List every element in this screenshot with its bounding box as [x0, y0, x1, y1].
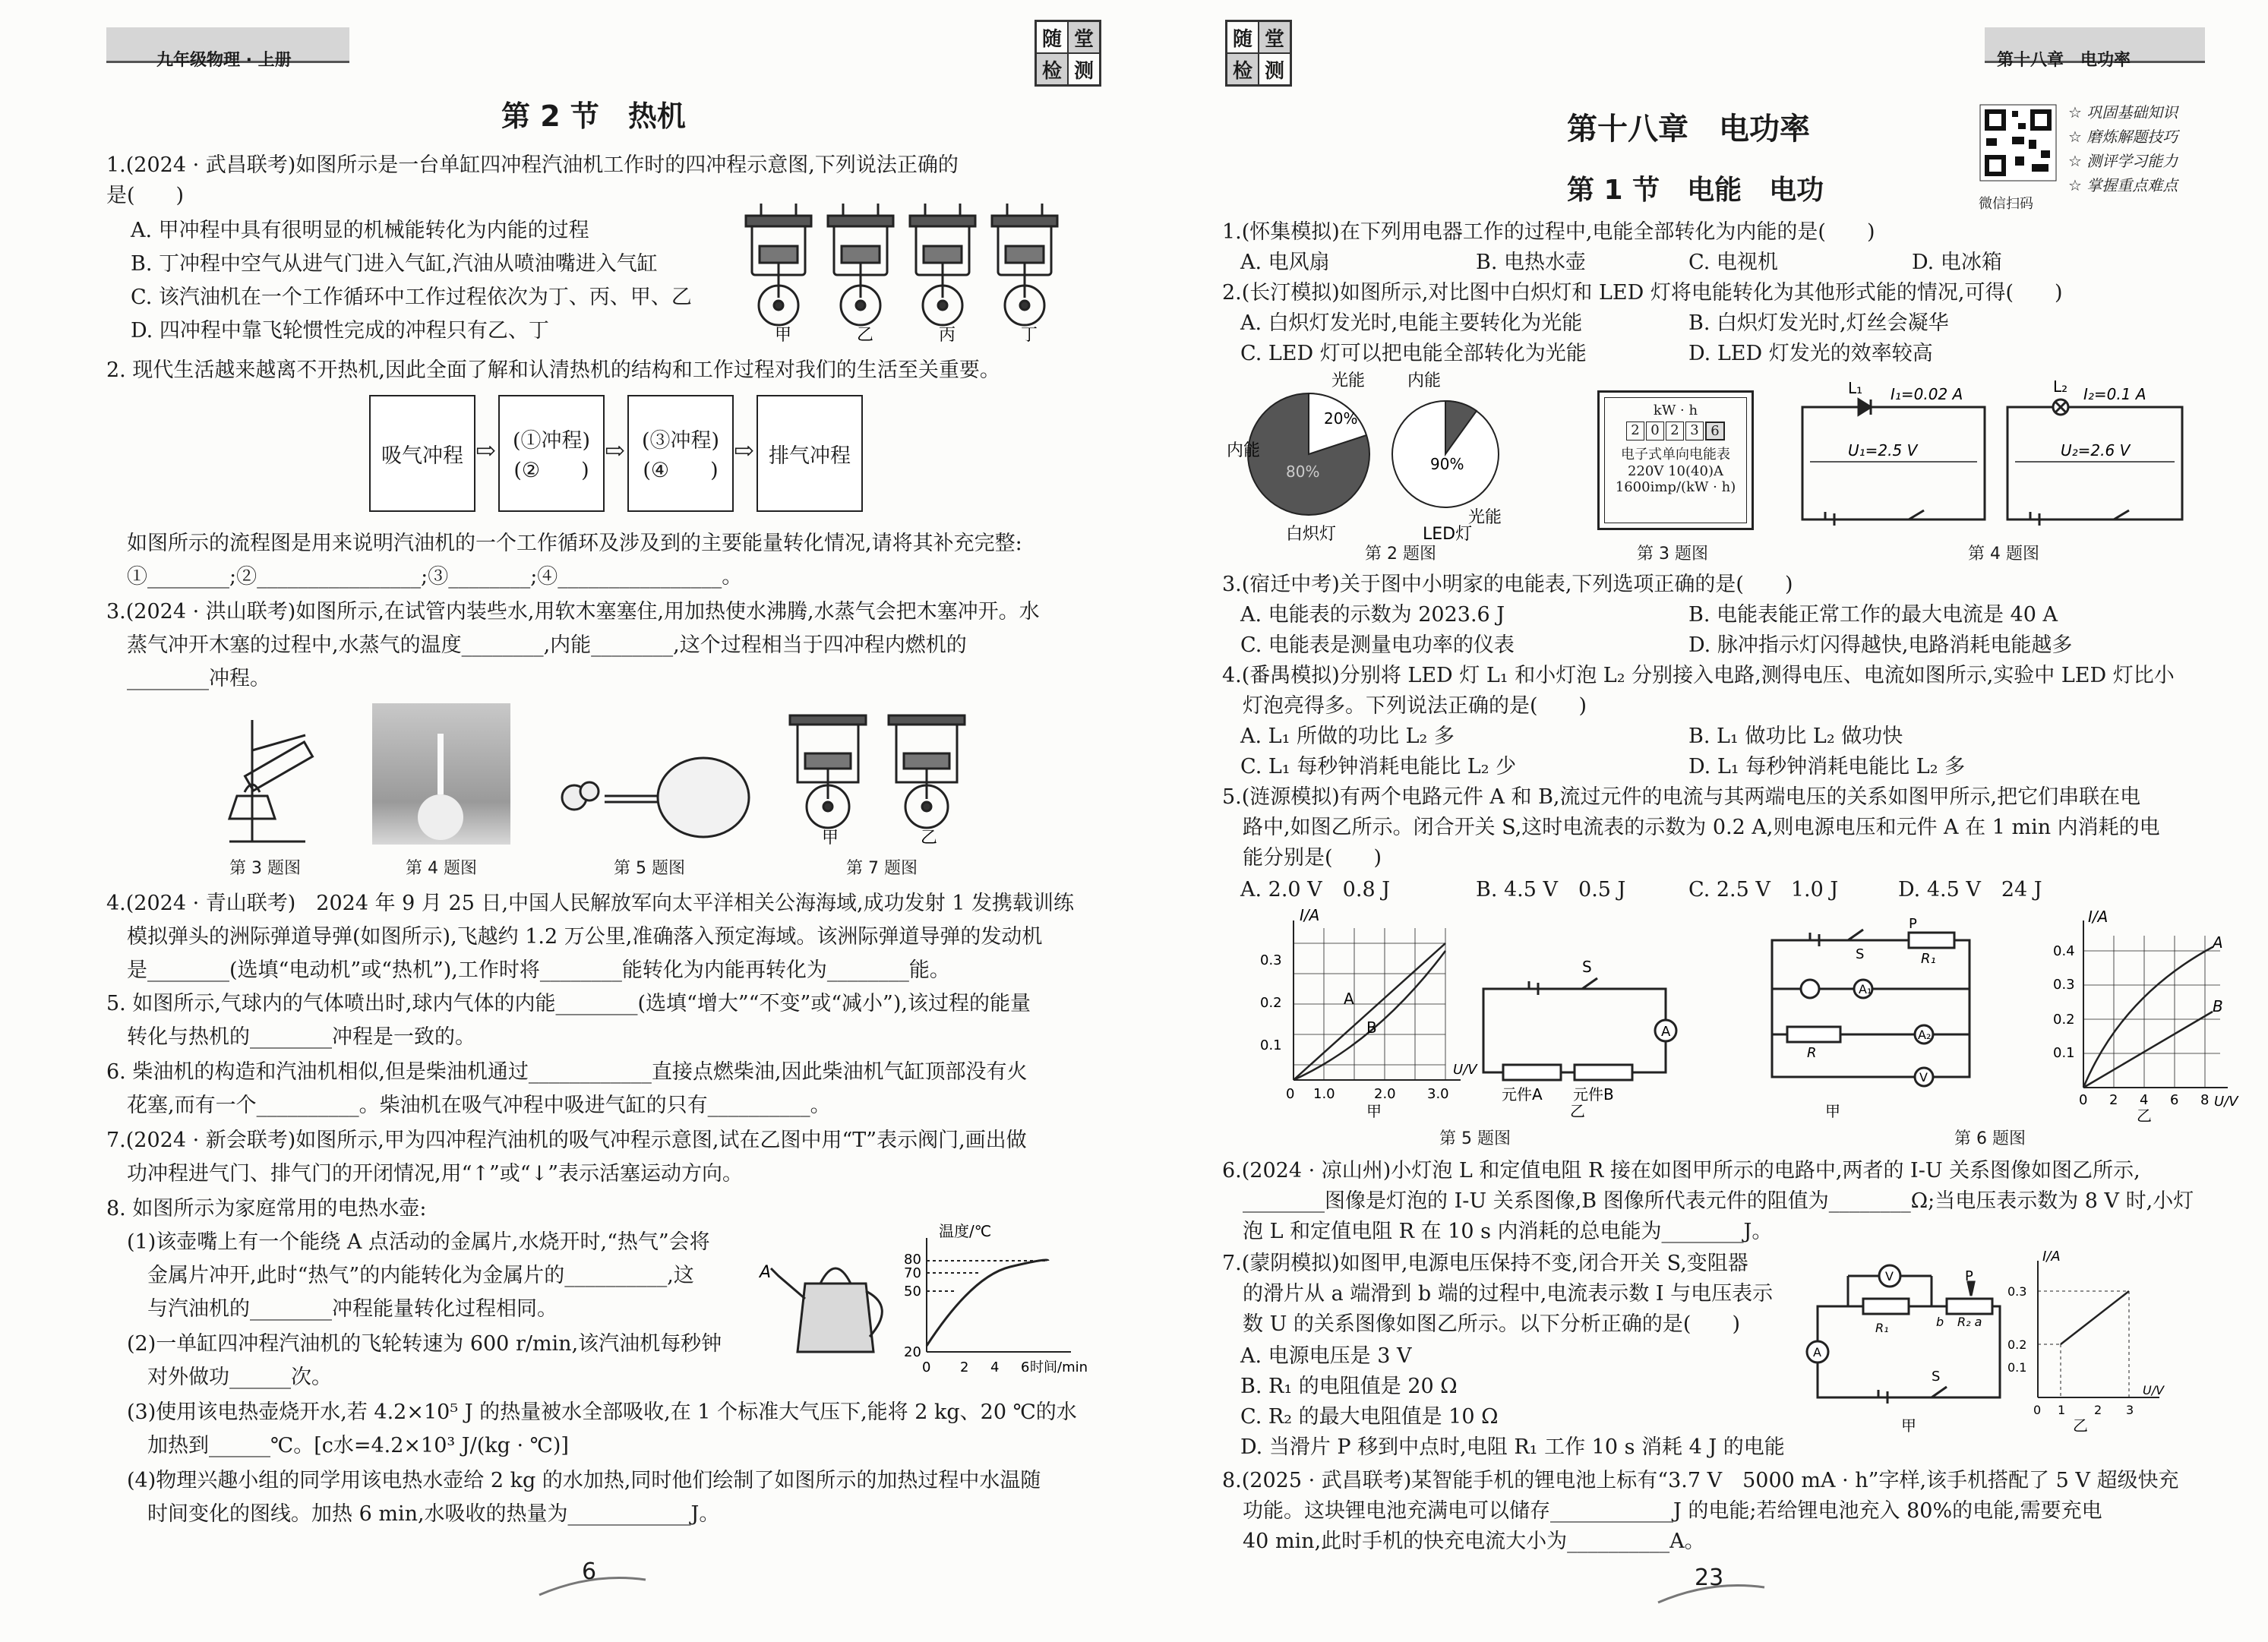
fig6-ylabel: I/A: [2088, 908, 2108, 926]
engine-label-jia: 甲: [775, 326, 792, 345]
r-q8-line1: 8.(2025 · 武昌联考)某智能手机的锂电池上标有“3.7 V 5000 mA · h”字样,该手机搭配了 5 V 超级快充: [1222, 1469, 2179, 1492]
q1-option-c: C. 该汽油机在一个工作循环中工作过程依次为丁、丙、甲、乙: [131, 286, 692, 309]
q8-p2a: (2)一单缸四冲程汽油机的飞轮转速为 600 r/min,该汽油机每秒钟: [106, 1332, 722, 1356]
r-q8-line3: 40 min,此时手机的快充电流大小为__________A。: [1222, 1530, 1705, 1553]
fig5-curve-b: B: [1366, 1018, 1377, 1037]
flow-box-label: 吸气冲程: [381, 444, 463, 468]
fig5-yi: 乙: [1570, 1102, 1585, 1120]
stamp-char: 堂: [1068, 21, 1100, 53]
pie1-pct20: 20%: [1324, 409, 1358, 428]
q1-line2: 是( ): [106, 184, 185, 207]
temp-ytick: 20: [904, 1344, 921, 1360]
fig6-curve-b: B: [2213, 997, 2223, 1015]
r-q4-option-c: C. L₁ 每秒钟消耗电能比 L₂ 少: [1240, 755, 1517, 778]
fig5-jia: 甲: [1366, 1102, 1382, 1120]
q7-line2: 功冲程进气门、排气门的开闭情况,用“↑”或“↓”表示活塞运动方向。: [106, 1162, 744, 1186]
r-q2-option-d: D. LED 灯发光的效率较高: [1688, 342, 1933, 365]
fig5-ytick: 0.3: [1260, 952, 1282, 968]
benefit-item: ☆ 巩固基础知识: [2068, 103, 2178, 122]
temp-graph-xlabel: 时间/min: [1030, 1359, 1088, 1375]
fig6-r1: R₁: [1921, 951, 1936, 967]
fig5-ytick: 0.1: [1260, 1037, 1282, 1053]
kettle-point-a: A: [760, 1263, 772, 1282]
fig6-jia: 甲: [1825, 1102, 1840, 1120]
meter-digit: 2: [1626, 422, 1644, 440]
meter-digit: 0: [1646, 422, 1664, 440]
circuit-U2: U₂=2.6 V: [2061, 441, 2131, 459]
meter-digit: 2: [1666, 422, 1684, 440]
book-title: 九年级物理 · 上册: [156, 51, 292, 70]
pie1-caption: 白炽灯: [1286, 525, 1337, 544]
q1-option-d: D. 四冲程中靠飞轮惯性完成的冲程只有乙、丁: [131, 319, 549, 343]
fig6-curve-a: A: [2213, 933, 2223, 952]
q4-line3: 是________(选填“电动机”或“热机”),工作时将________能转化为内能再转化为________能。: [106, 958, 950, 982]
q7-figure: [1802, 1246, 2182, 1435]
fig2-pie-charts: [1225, 371, 1514, 553]
stamp-char: 随: [1227, 21, 1259, 53]
fig5-curve-a: A: [1344, 990, 1354, 1008]
r-q4-option-a: A. L₁ 所做的功比 L₂ 多: [1240, 725, 1455, 748]
fig6-ytick: 0.4: [2053, 943, 2075, 959]
q7-xtick: 1: [2058, 1403, 2066, 1417]
r-q7-option-c: C. R₂ 的最大电阻值是 10 Ω: [1240, 1405, 1499, 1429]
engine-label-ding: 丁: [1021, 326, 1038, 345]
fig5-xtick: 3.0: [1427, 1086, 1449, 1102]
r-q7-option-a: A. 电源电压是 3 V: [1240, 1344, 1412, 1368]
meter-digits: [1605, 422, 1746, 440]
fig5-switch-s: S: [1582, 958, 1592, 976]
r-q3-option-b: B. 电能表能正常工作的最大电流是 40 A: [1688, 603, 2058, 627]
r-q4-line1: 4.(番禺模拟)分别将 LED 灯 L₁ 和小灯泡 L₂ 分别接入电路,测得电压、电流如图所示,实验中 LED 灯比小: [1222, 664, 2175, 687]
r-q4-line2: 灯泡亮得多。下列说法正确的是( ): [1222, 694, 1587, 718]
r-q2-option-a: A. 白炽灯发光时,电能主要转化为光能: [1240, 311, 1583, 335]
q7-engine-figure: [782, 700, 980, 848]
benefit-item: ☆ 测评学习能力: [2068, 152, 2178, 170]
electric-meter: [1597, 390, 1754, 530]
q1-option-a: A. 甲冲程中具有很明显的机械能转化为内能的过程: [131, 219, 589, 242]
left-stamp: [1034, 20, 1101, 87]
q6-line1: 6. 柴油机的构造和汽油机相似,但是柴油机通过____________直接点燃柴油,因此柴油机气缸顶部没有火: [106, 1060, 1028, 1084]
r-q2-line1: 2.(长汀模拟)如图所示,对比图中白炽灯和 LED 灯将电能转化为其他形式能的情况,可得( ): [1222, 281, 2063, 305]
test-tube-figure: [199, 705, 328, 849]
right-stamp: [1225, 20, 1292, 87]
r-q5-option-a: A. 2.0 V 0.8 J: [1240, 878, 1391, 902]
flow-box-label: (② ): [513, 459, 589, 482]
fig5-element-a: 元件A: [1502, 1085, 1543, 1104]
fig7-label-jia: 甲: [822, 829, 839, 848]
q8-p1a: (1)该壶嘴上有一个能绕 A 点活动的金属片,水烧开时,“热气”会将: [106, 1230, 710, 1254]
q7-jia: 甲: [1901, 1416, 1916, 1435]
fig5-ytick: 0.2: [1260, 995, 1282, 1011]
fig6-ammeter-a1: A₁: [1859, 982, 1872, 996]
r-q1-option-d: D. 电冰箱: [1912, 251, 2002, 274]
q6-line2: 花塞,而有一个__________。柴油机在吸气冲程中吸进气缸的只有__________。: [106, 1094, 831, 1117]
section-title-right: 第 1 节 电能 电功: [1567, 175, 1824, 206]
q1-option-b: B. 丁冲程中空气从进气门进入气缸,汽油从喷油嘴进入气缸: [131, 252, 658, 276]
temperature-graph: [896, 1223, 1086, 1375]
flow-box-intake: [369, 395, 475, 512]
benefit-item: ☆ 掌握重点难点: [2068, 176, 2178, 194]
fig6-switch-s: S: [1856, 946, 1865, 962]
r-q1-option-b: B. 电热水壶: [1476, 251, 1587, 274]
q5-line2: 转化与热机的________冲程是一致的。: [106, 1025, 475, 1049]
fig6-resistor-r: R: [1807, 1045, 1817, 1061]
temp-xtick: 2: [960, 1359, 969, 1375]
fig6-xlabel: U/V: [2214, 1094, 2238, 1110]
meter-line: 220V 10(40)A: [1628, 463, 1723, 479]
qr-code: [1979, 103, 2058, 187]
r-q7-line1: 7.(蒙阴模拟)如图甲,电源电压保持不变,闭合开关 S,变阻器: [1222, 1252, 1748, 1275]
q5-line1: 5. 如图所示,气球内的气体喷出时,球内气体的内能________(选填“增大”“不变”或“减小”),该过程的能量: [106, 992, 1031, 1015]
q8-p4b: 时间变化的图线。加热 6 min,水吸收的热量为____________J。: [106, 1502, 720, 1526]
flow-box-stroke1: [498, 395, 605, 512]
circuit-I2: I₂=0.1 A: [2083, 385, 2146, 403]
stamp-char: 检: [1036, 53, 1068, 85]
q2-line1: 2. 现代生活越来越离不开热机,因此全面了解和认清热机的结构和工作过程对我们的生活至关重要。: [106, 358, 1000, 382]
fig6-xtick: 0: [2079, 1092, 2088, 1108]
r-q2-option-b: B. 白炽灯发光时,灯丝会凝华: [1688, 311, 1949, 335]
fig4-circuits: [1795, 377, 2190, 529]
flow-arrow: ⇨: [605, 436, 625, 465]
fig5-xtick: 0: [1286, 1086, 1295, 1102]
r-fig5-caption: 第 5 题图: [1439, 1129, 1511, 1148]
pie2-heat-label: 内能: [1407, 371, 1442, 390]
temp-xtick: 4: [990, 1359, 1000, 1375]
fig6-xtick: 2: [2109, 1092, 2118, 1108]
q7-ytick: 0.2: [2007, 1337, 2027, 1352]
stamp-char: 测: [1259, 53, 1290, 85]
r-fig2-caption: 第 2 题图: [1365, 545, 1436, 564]
fig6-voltmeter: V: [1919, 1070, 1928, 1085]
fig5-element-b: 元件B: [1573, 1085, 1614, 1104]
q3-line3: ________冲程。: [106, 667, 270, 690]
temp-xtick: 0: [922, 1359, 931, 1375]
r-q3-option-d: D. 脉冲指示灯闪得越快,电路消耗电能越多: [1688, 633, 2073, 657]
q7-ytick: 0.3: [2007, 1284, 2027, 1299]
fig5-ammeter: A: [1661, 1024, 1671, 1040]
r-fig4-caption: 第 4 题图: [1968, 545, 2039, 564]
fig4-caption: 第 4 题图: [406, 859, 477, 878]
fig6-ytick: 0.1: [2053, 1045, 2075, 1061]
fig5-caption: 第 5 题图: [614, 859, 685, 878]
q2-line2: 如图所示的流程图是用来说明汽油机的一个工作循环及涉及到的主要能量转化情况,请将其补充完整:: [106, 532, 1022, 555]
r-fig6-caption: 第 6 题图: [1954, 1129, 2026, 1148]
temp-ytick: 80: [904, 1252, 921, 1268]
fig6-ytick: 0.3: [2053, 977, 2075, 993]
circuit-L2: L₂: [2053, 377, 2068, 396]
r-q4-option-d: D. L₁ 每秒钟消耗电能比 L₂ 多: [1688, 755, 1966, 778]
q4-line1: 4.(2024 · 青山联考) 2024 年 9 月 25 日,中国人民解放军向太平洋相关公海海域,成功发射 1 发携载训练: [106, 892, 1074, 915]
r-q6-line1: 6.(2024 · 凉山州)小灯泡 L 和定值电阻 R 接在如图甲所示的电路中,两者的 I-U 关系图像如图乙所示,: [1222, 1159, 2140, 1183]
chapter-tag: 第十八章 电功率: [1997, 51, 2131, 70]
q7-r1: R₁: [1875, 1321, 1889, 1335]
page-number-left: 6: [582, 1558, 597, 1585]
flow-box-label: (④ ): [643, 459, 719, 482]
kettle-figure: [760, 1230, 911, 1359]
fig5-ylabel: I/A: [1300, 906, 1320, 924]
circuit-I1: I₁=0.02 A: [1891, 385, 1963, 403]
meter-line: 电子式单向电能表: [1621, 447, 1730, 463]
fig3-caption: 第 3 题图: [229, 859, 301, 878]
temp-xtick: 6: [1021, 1359, 1030, 1375]
r-q7-line2: 的滑片从 a 端滑到 b 端的过程中,电流表示数 I 与电压表示: [1222, 1282, 1774, 1306]
flow-box-label: 排气冲程: [769, 444, 851, 468]
r-q6-line3: 泡 L 和定值电阻 R 在 10 s 内消耗的总电能为________J。: [1222, 1220, 1773, 1243]
r-q7-option-b: B. R₁ 的电阻值是 20 Ω: [1240, 1375, 1458, 1398]
qr-caption: 微信扫码: [1979, 196, 2033, 212]
q7-xtick: 3: [2126, 1403, 2134, 1417]
flow-box-label: (①冲程): [512, 429, 591, 453]
r-q3-option-c: C. 电能表是测量电功率的仪表: [1240, 633, 1515, 657]
q7-end-b: b: [1936, 1315, 1944, 1329]
q8-p3a: (3)使用该电热壶烧开水,若 4.2×10⁵ J 的热量被水全部吸收,在 1 个标准大气压下,能将 2 kg、20 ℃的水: [106, 1400, 1077, 1424]
stamp-char: 堂: [1259, 21, 1290, 53]
balloon-figure: [551, 752, 757, 843]
fig6-ytick: 0.2: [2053, 1012, 2075, 1028]
temp-ytick: 50: [904, 1284, 921, 1299]
r-q2-option-c: C. LED 灯可以把电能全部转化为光能: [1240, 342, 1587, 365]
q7-xtick: 0: [2033, 1403, 2042, 1417]
r-q1-line1: 1.(怀集模拟)在下列用电器工作的过程中,电能全部转化为内能的是( ): [1222, 220, 1875, 244]
page-number-swoosh: [1650, 1572, 1772, 1610]
fig7-caption: 第 7 题图: [846, 859, 918, 878]
missile-photo: [372, 703, 510, 845]
flow-arrow: ⇨: [734, 436, 754, 465]
r-q5-line2: 路中,如图乙所示。闭合开关 S,这时电流表的示数为 0.2 A,则电源电压和元件 A 在 1 min 内消耗的电: [1222, 816, 2160, 839]
q7-graph-xlabel: U/V: [2143, 1383, 2165, 1397]
q8-p4a: (4)物理兴趣小组的同学用该电热水壶给 2 kg 的水加热,同时他们绘制了如图所示的加热过程中水温随: [106, 1469, 1041, 1492]
q7-line1: 7.(2024 · 新会联考)如图所示,甲为四冲程汽油机的吸气冲程示意图,试在乙图中用“T”表示阀门,画出做: [106, 1129, 1027, 1152]
r-q1-option-c: C. 电视机: [1688, 251, 1778, 274]
chapter-title: 第十八章 电功率: [1567, 112, 1810, 147]
temp-ytick: 70: [904, 1265, 921, 1281]
q7-ytick: 0.1: [2007, 1360, 2027, 1375]
meter-unit: kW · h: [1653, 403, 1698, 418]
q1-line1: 1.(2024 · 武昌联考)如图所示是一台单缸四冲程汽油机工作时的四冲程示意图,下列说法正确的: [106, 153, 959, 177]
r-q5-option-c: C. 2.5 V 1.0 J: [1688, 878, 1839, 902]
r-q5-line3: 能分别是( ): [1222, 846, 1382, 870]
q8-line1: 8. 如图所示为家庭常用的电热水壶:: [106, 1197, 427, 1220]
fig6-yi: 乙: [2137, 1107, 2152, 1125]
engine-strokes-figure: [744, 199, 1079, 343]
fig5-xtick: 1.0: [1313, 1086, 1335, 1102]
engine-label-yi: 乙: [857, 326, 874, 345]
stamp-char: 测: [1068, 53, 1100, 85]
page-number-swoosh: [532, 1565, 653, 1603]
meter-digit: 3: [1685, 422, 1704, 440]
fig6-slider-p: P: [1909, 916, 1917, 932]
q7-ammeter: A: [1813, 1345, 1821, 1359]
q7-switch-s: S: [1932, 1369, 1941, 1385]
qr-benefit-list: [2068, 100, 2178, 197]
circuit-L1: L₁: [1848, 379, 1863, 397]
r-q5-option-b: B. 4.5 V 0.5 J: [1476, 878, 1626, 902]
q7-yi: 乙: [2073, 1416, 2088, 1435]
r-q3-line1: 3.(宿迁中考)关于图中小明家的电能表,下列选项正确的是( ): [1222, 573, 1793, 596]
r-q4-option-b: B. L₁ 做功比 L₂ 做功快: [1688, 725, 1903, 748]
engine-label-bing: 丙: [939, 326, 956, 345]
r-q6-line2: ________图像是灯泡的 I-U 关系图像,B 图像所代表元件的阻值为________Ω;当电压表示数为 8 V 时,小灯: [1222, 1189, 2194, 1213]
fig6-xtick: 8: [2200, 1092, 2210, 1108]
fig6-xtick: 6: [2170, 1092, 2179, 1108]
fig5-xtick: 2.0: [1374, 1086, 1396, 1102]
temp-graph-ylabel: 温度/℃: [939, 1222, 992, 1240]
q7-voltmeter: V: [1885, 1269, 1894, 1284]
fig5-fig6-row: [1225, 905, 2238, 1126]
pie1-heat-label: 内能: [1227, 441, 1261, 460]
r-fig3-caption: 第 3 题图: [1637, 545, 1708, 564]
fig5-xlabel: U/V: [1453, 1062, 1477, 1078]
stamp-char: 检: [1227, 53, 1259, 85]
q4-line2: 模拟弹头的洲际弹道导弹(如图所示),飞越约 1.2 万公里,准确落入预定海域。该洲际弹道导弹的发动机: [106, 925, 1043, 949]
flow-arrow: ⇨: [475, 436, 496, 465]
pie2-pct90: 90%: [1430, 455, 1464, 473]
q7-r2-a: R₂ a: [1957, 1315, 1982, 1329]
page-number-right: 23: [1695, 1565, 1724, 1591]
pie2-light-label: 光能: [1468, 508, 1502, 527]
q3-line1: 3.(2024 · 洪山联考)如图所示,在试管内装些水,用软木塞塞住,用加热使水沸腾,水蒸气会把木塞冲开。水: [106, 600, 1040, 624]
flow-box-label: (③冲程): [641, 429, 720, 453]
benefit-item: ☆ 磨炼解题技巧: [2068, 128, 2178, 146]
r-q1-option-a: A. 电风扇: [1240, 251, 1330, 274]
r-q3-option-a: A. 电能表的示数为 2023.6 J: [1240, 603, 1505, 627]
flow-box-exhaust: [757, 395, 863, 512]
q7-slider-p: P: [1965, 1268, 1973, 1284]
pie1-pct80: 80%: [1286, 463, 1320, 481]
r-q7-line3: 数 U 的关系图像如图乙所示。以下分析正确的是( ): [1222, 1312, 1740, 1336]
r-q5-line1: 5.(涟源模拟)有两个电路元件 A 和 B,流过元件的电流与其两端电压的关系如图甲所示,把它们串联在电: [1222, 785, 2141, 809]
right-page: [1134, 0, 2268, 1642]
fig7-label-yi: 乙: [921, 829, 938, 848]
fig6-xtick: 4: [2140, 1092, 2149, 1108]
flow-box-stroke3: [627, 395, 734, 512]
q7-xtick: 2: [2094, 1403, 2102, 1417]
q2-line3: ①________;②________________;③________;④________________。: [106, 565, 743, 589]
circuit-U1: U₁=2.5 V: [1848, 441, 1918, 459]
r-q5-option-d: D. 4.5 V 24 J: [1898, 878, 2042, 902]
q8-p3b: 加热到______℃。[c水=4.2×10³ J/(kg · ℃)]: [106, 1434, 569, 1457]
q8-p1b: 金属片冲开,此时“热气”的内能转化为金属片的__________,这: [106, 1264, 694, 1287]
r-q7-option-d: D. 当滑片 P 移到中点时,电阻 R₁ 工作 10 s 消耗 4 J 的电能: [1240, 1435, 1785, 1459]
r-q8-line2: 功能。这块锂电池充满电可以储存____________J 的电能;若给锂电池充入 80%的电能,需要充电: [1222, 1499, 2102, 1523]
pie2-caption: LED灯: [1423, 525, 1473, 544]
q3-line2: 蒸气冲开木塞的过程中,水蒸气的温度________,内能________,这个过程相当于四冲程内燃机的: [106, 633, 967, 657]
fig6-ammeter-a2: A₂: [1918, 1028, 1932, 1042]
stamp-char: 随: [1036, 21, 1068, 53]
q8-p1c: 与汽油机的________冲程能量转化过程相同。: [106, 1297, 558, 1321]
meter-digit: 6: [1705, 422, 1725, 440]
q7-graph-ylabel: I/A: [2042, 1249, 2061, 1265]
section-title: 第 2 节 热机: [501, 99, 686, 133]
meter-line: 1600imp/(kW · h): [1615, 479, 1736, 495]
q8-p2b: 对外做功______次。: [106, 1366, 332, 1389]
pie1-light-label: 光能: [1331, 371, 1366, 390]
